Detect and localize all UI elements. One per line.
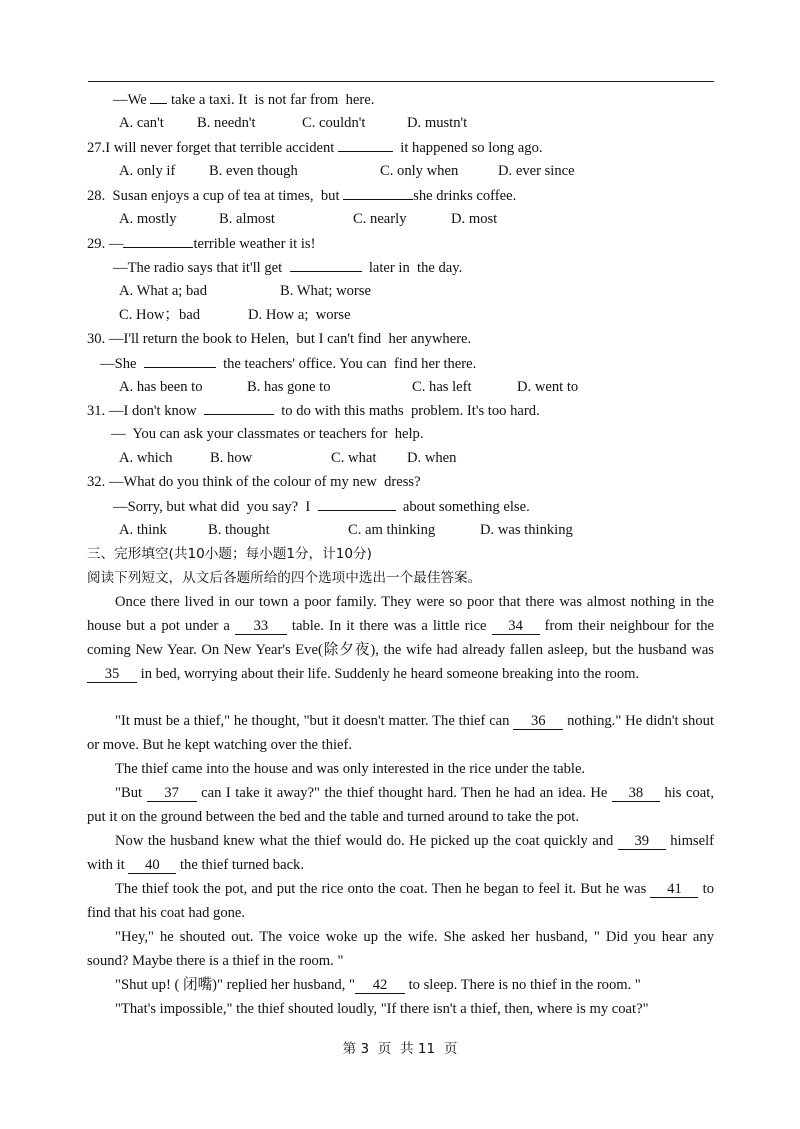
q31-option-b: B. how <box>210 450 253 466</box>
answer-blank <box>338 137 393 152</box>
q27-prompt: 27.I will never forget that terrible accident it happened so long ago. <box>87 137 543 157</box>
q32-option-b: B. thought <box>208 522 270 538</box>
q29-option-a: A. What a; bad <box>119 283 208 299</box>
q27-option-c: C. only when <box>380 163 459 179</box>
blank-40: 40 <box>128 857 176 874</box>
blank-42: 42 <box>355 977 405 994</box>
passage-paragraph-6: The thief took the pot, and put the rice onto the coat. Then he began to feel it. But he was 41 to find that his coat had gone. <box>87 881 714 921</box>
section-heading: 三、完形填空(共10小题；每小题1分，计10分) <box>87 546 372 562</box>
passage-paragraph-5: Now the husband knew what the thief would do. He picked up the coat quickly and 39 himself with it 40 the thief turned back. <box>87 833 714 873</box>
q32-option-d: D. was thinking <box>480 522 573 538</box>
answer-blank <box>204 400 274 415</box>
q31-option-d: D. when <box>407 450 457 466</box>
q26-prompt: —We take a taxi. It is not far from here. <box>113 89 374 109</box>
passage-paragraph-2: "It must be a thief," he thought, "but it doesn't matter. The thief can 36 nothing." He didn't shout or move. But he kept watching over the thief. <box>87 713 714 753</box>
q32-option-a: A. think <box>119 522 167 538</box>
q29-option-d: D. How a; worse <box>248 307 351 323</box>
q30-option-d: D. went to <box>517 379 579 395</box>
passage-paragraph-1: Once there lived in our town a poor family. They were so poor that there was almost nothing in the house but a pot under a 33 table. In it there was a little rice 34 from their neighbour for the coming New Year. On New Year's Eve(除夕夜), the wife had already fallen asleep, but the husband was 35 in bed, worrying about their life. Suddenly he heard someone breaking into the room. <box>87 594 714 682</box>
q27-option-a: A. only if <box>119 163 176 179</box>
passage-paragraph-9: "That's impossible," the thief shouted loudly, "If there isn't a thief, then, where is my coat?" <box>115 1001 649 1017</box>
q28-option-d: D. most <box>451 211 498 227</box>
q30-option-b: B. has gone to <box>247 379 331 395</box>
passage-paragraph-3: The thief came into the house and was only interested in the rice under the table. <box>115 761 586 777</box>
blank-35: 35 <box>87 666 137 683</box>
q27-option-d: D. ever since <box>498 163 575 179</box>
q29-reply: —The radio says that it'll get later in the day. <box>113 257 462 277</box>
q28-option-a: A. mostly <box>119 211 177 227</box>
blank-41: 41 <box>650 881 698 898</box>
section-instruction: 阅读下列短文，从文后各题所给的四个选项中选出一个最佳答案。 <box>87 570 482 586</box>
q31-reply: — You can ask your classmates or teachers for help. <box>111 426 424 442</box>
q30-prompt: 30. —I'll return the book to Helen, but I can't find her anywhere. <box>87 331 472 347</box>
q26-option-b: B. needn't <box>197 115 256 131</box>
page-footer: 第 3 页 共 11 页 <box>342 1041 458 1057</box>
blank-38: 38 <box>612 785 660 802</box>
answer-blank <box>144 353 216 368</box>
q32-prompt: 32. —What do you think of the colour of my new dress? <box>87 474 421 490</box>
q28-option-b: B. almost <box>219 211 275 227</box>
blank-34: 34 <box>492 618 540 635</box>
q29-option-b: B. What; worse <box>280 283 371 299</box>
passage-paragraph-4: "But 37 can I take it away?" the thief thought hard. Then he had an idea. He 38 his coat, put it on the ground between the bed and the table and turned around to take the pot. <box>87 785 714 825</box>
q30-option-a: A. has been to <box>119 379 203 395</box>
blank-37: 37 <box>147 785 197 802</box>
q28-prompt: 28. Susan enjoys a cup of tea at times, but she drinks coffee. <box>87 185 516 205</box>
q31-prompt: 31. —I don't know to do with this maths problem. It's too hard. <box>87 400 540 420</box>
blank-39: 39 <box>618 833 666 850</box>
q31-option-a: A. which <box>119 450 173 466</box>
answer-blank <box>318 496 396 511</box>
q29-option-c: C. How；bad <box>119 307 201 323</box>
q26-option-a: A. can't <box>119 115 164 131</box>
q29-prompt: 29. — terrible weather it is! <box>87 233 315 253</box>
answer-blank <box>123 233 193 248</box>
answer-blank <box>343 185 413 200</box>
answer-blank <box>290 257 362 272</box>
blank-36: 36 <box>513 713 563 730</box>
blank-33: 33 <box>235 618 287 635</box>
header-rule <box>88 81 714 82</box>
q26-option-d: D. mustn't <box>407 115 468 131</box>
answer-blank <box>150 89 167 104</box>
passage-paragraph-7: "Hey," he shouted out. The voice woke up the wife. She asked her husband, " Did you hear any sound? Maybe there is a thief in the room. " <box>87 929 714 969</box>
q30-reply: —She the teachers' office. You can find her there. <box>100 353 476 373</box>
q30-option-c: C. has left <box>412 379 472 395</box>
passage-paragraph-8: "Shut up! ( 闭嘴)" replied her husband, " 42 to sleep. There is no thief in the room. " <box>115 977 641 993</box>
q26-option-c: C. couldn't <box>302 115 366 131</box>
q28-option-c: C. nearly <box>353 211 407 227</box>
q32-reply: —Sorry, but what did you say? I about something else. <box>113 496 530 516</box>
q27-option-b: B. even though <box>209 163 298 179</box>
q31-option-c: C. what <box>331 450 377 466</box>
q32-option-c: C. am thinking <box>348 522 436 538</box>
